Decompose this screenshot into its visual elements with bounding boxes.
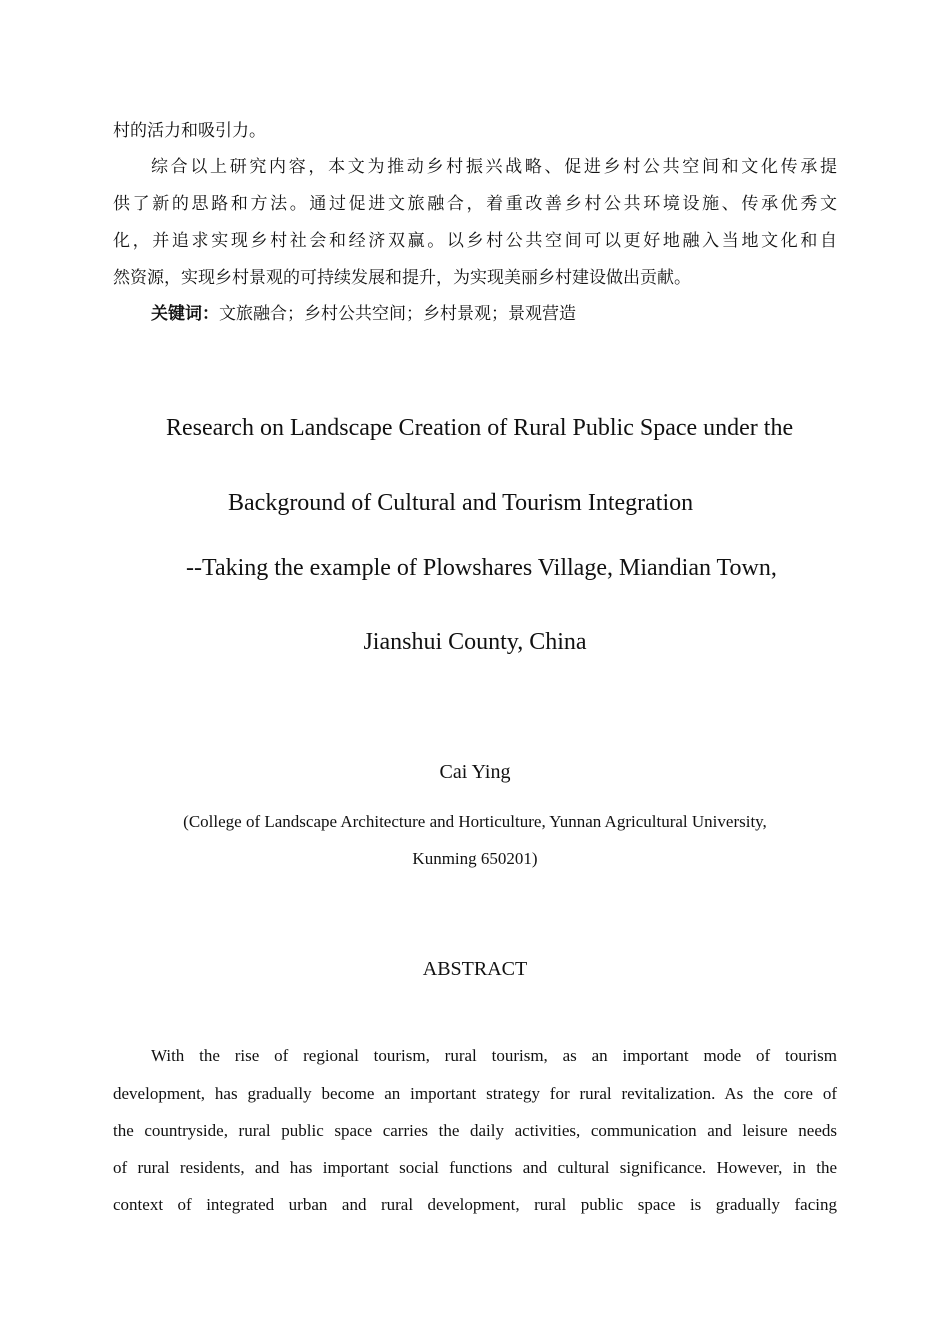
zh-keywords-label: 关键词： — [151, 304, 219, 324]
zh-keywords — [151, 299, 837, 324]
author-affiliation-line1: (College of Landscape Architecture and Horticulture, Yunnan Agricultural University, — [183, 812, 767, 831]
english-subtitle-line2: Jianshui County, China — [363, 629, 587, 655]
abstract-line: context of integrated urban and rural development, rural public space is gradually facing — [113, 1195, 837, 1214]
zh-abstract-line: 化，并追求实现乡村社会和经济双赢。以乡村公共空间可以更好地融入当地文化和自 — [113, 231, 837, 251]
zh-abstract-line: 供了新的思路和方法。通过促进文旅融合，着重改善乡村公共环境设施、传承优秀文 — [113, 194, 837, 214]
abstract-line: the countryside, rural public space carries the daily activities, communication and leisure needs — [113, 1121, 837, 1140]
abstract-line: With the rise of regional tourism, rural tourism, as an important mode of tourism — [151, 1046, 837, 1065]
english-title-line2: Background of Cultural and Tourism Integration — [228, 490, 694, 516]
abstract-line: development, has gradually become an important strategy for rural revitalization. As the core of — [113, 1084, 837, 1103]
abstract-heading: ABSTRACT — [422, 958, 528, 980]
english-title-line1: Research on Landscape Creation of Rural Public Space under the — [166, 415, 794, 441]
english-subtitle-line1: --Taking the example of Plowshares Village, Miandian Town, — [186, 555, 777, 581]
zh-keywords-value: 文旅融合；乡村公共空间；乡村景观；景观营造 — [219, 304, 576, 324]
zh-abstract-line: 村的活力和吸引力。 — [113, 121, 266, 141]
abstract-line: of rural residents, and has important social functions and cultural significance. However, in the — [113, 1158, 837, 1177]
author-affiliation-line2: Kunming 650201) — [412, 849, 538, 868]
author-name: Cai Ying — [439, 761, 511, 783]
zh-abstract-line: 然资源，实现乡村景观的可持续发展和提升，为实现美丽乡村建设做出贡献。 — [113, 268, 691, 288]
zh-abstract-line: 综合以上研究内容，本文为推动乡村振兴战略、促进乡村公共空间和文化传承提 — [151, 157, 837, 177]
